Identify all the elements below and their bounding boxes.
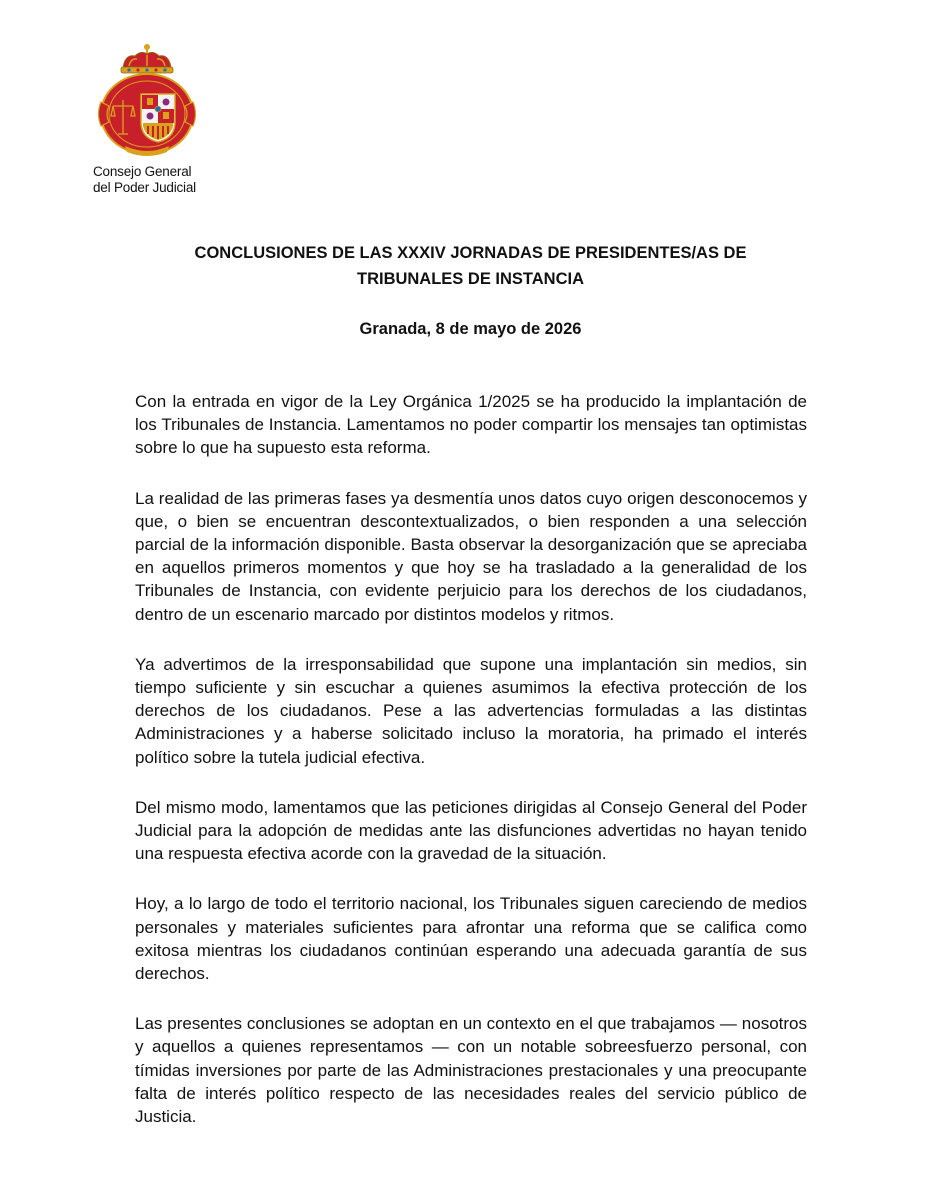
cgpj-coat-of-arms-icon: [95, 42, 200, 160]
body-paragraph-6: Las presentes conclusiones se adoptan en un contexto en el que trabajamos — nosotros y aquellos a quienes representamos — con un notable sobreesfuerzo personal, con tímidas inversiones por parte de las Administraciones prestacionales y una preocupante falta de interés político respecto de las necesidades reales del servicio público de Justicia.: [135, 1014, 807, 1127]
organization-name-line1: Consejo General: [93, 164, 192, 179]
organization-name: [93, 164, 253, 196]
document-title-line2: TRIBUNALES DE INSTANCIA: [356, 270, 585, 288]
crown: [121, 44, 173, 73]
body-paragraph-1: Con la entrada en vigor de la Ley Orgánica 1/2025 se ha producido la implantación de los Tribunales de Instancia. Lamentamos no poder compartir los mensajes tan optimistas sobre lo que ha supuesto esta reforma.: [135, 392, 807, 458]
letterhead: [93, 42, 253, 196]
body-paragraph-4: Del mismo modo, lamentamos que las peticiones dirigidas al Consejo General del Poder Judicial para la adopción de medidas ante las disfunciones advertidas no hayan tenido una respuesta efectiva acorde con la gravedad de la situación.: [135, 797, 807, 864]
body-paragraph-3: Ya advertimos de la irresponsabilidad que supone una implantación sin medios, sin tiempo suficiente y sin escuchar a quienes asumimos la efectiva protección de los derechos de los ciudadanos. Pese a las advertencias formuladas a las distintas Administraciones y a haberse solicitado incluso la moratoria, ha primado el interés político sobre la tutela judicial efectiva.: [135, 654, 807, 767]
body-paragraph-2: La realidad de las primeras fases ya desmentía unos datos cuyo origen desconocemos y que, o bien se encuentran descontextualizados, o bien responden a una selección parcial de la información disponible. Basta observar la desorganización que se apreciaba en aquellos primeros momentos y que hoy se ha trasladado a la generalidad de los Tribunales de Instancia, con evidente perjuicio para los derechos de los ciudadanos, dentro de un escenario marcado por distintos modelos y ritmos.: [135, 488, 807, 624]
dateline: Granada, 8 de mayo de 2026: [359, 320, 582, 338]
document-title: [0, 240, 941, 292]
organization-name-line2: del Poder Judicial: [93, 180, 196, 195]
document-body: [135, 390, 807, 1155]
shield-icon: [141, 94, 175, 142]
document-title-line1: CONCLUSIONES DE LAS XXXIV JORNADAS DE PRESIDENTES/AS DE: [194, 244, 747, 262]
body-paragraph-5: Hoy, a lo largo de todo el territorio nacional, los Tribunales siguen careciendo de medios personales y materiales suficientes para afrontar una reforma que se califica como exitosa mientras los ciudadanos continúan esperando una adecuada garantía de sus derechos.: [135, 894, 807, 984]
